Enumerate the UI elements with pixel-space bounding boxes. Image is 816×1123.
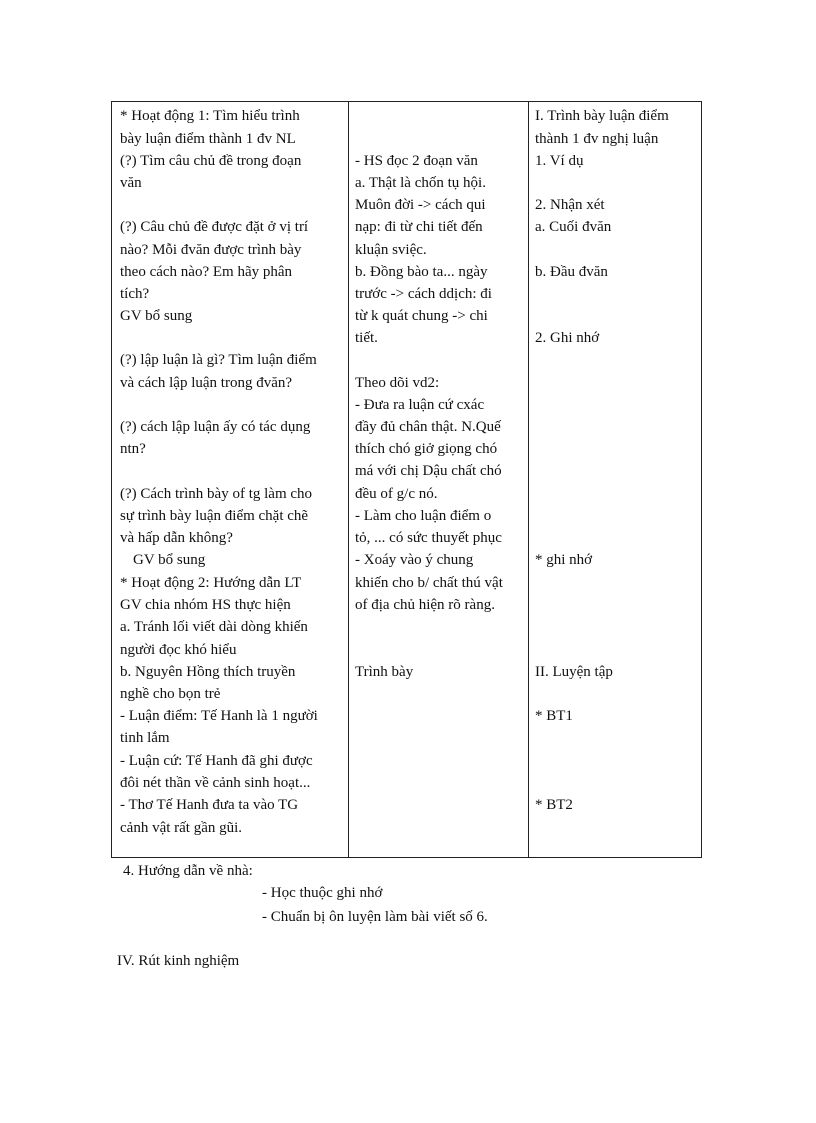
text-line: GV bổ sung: [120, 308, 193, 324]
text-line: từ k quát chung -> chi: [355, 308, 488, 324]
text-line: GV chia nhóm HS thực hiện: [120, 597, 291, 613]
text-line: khiến cho b/ chất thú vật: [355, 575, 503, 591]
text-line: văn: [120, 175, 142, 191]
text-line: II. Luyện tập: [535, 664, 613, 680]
text-line: theo cách nào? Em hãy phân: [120, 264, 293, 280]
text-line: nghề cho bọn trẻ: [120, 686, 221, 702]
text-line: (?) Câu chủ đề được đặt ở vị trí: [120, 219, 309, 235]
text-line: Muôn đời -> cách qui: [355, 197, 486, 213]
section-heading: IV. Rút kinh nghiệm: [117, 953, 240, 969]
text-line: - Luận điểm: Tế Hanh là 1 người: [120, 708, 318, 724]
content-column: [535, 102, 701, 857]
text-line: và cách lập luận trong đvăn?: [120, 375, 293, 391]
text-line: Theo dõi vd2:: [355, 375, 440, 391]
text-line: * BT1: [535, 708, 573, 724]
text-line: (?) Cách trình bày of tg làm cho: [120, 486, 313, 502]
text-line: * Hoạt động 2: Hướng dẫn LT: [120, 575, 302, 591]
text-line: kluận sviệc.: [355, 242, 427, 258]
text-line: đều of g/c nó.: [355, 486, 438, 502]
text-line: - Làm cho luận điểm o: [355, 508, 492, 524]
text-line: sự trình bày luận điểm chặt chẽ: [120, 508, 309, 524]
text-line: bày luận điểm thành 1 đv NL: [120, 131, 296, 147]
lesson-table: [111, 101, 702, 858]
text-line: - Luận cứ: Tế Hanh đã ghi được: [120, 753, 313, 769]
text-line: GV bổ sung: [133, 552, 206, 568]
text-line: tinh lắm: [120, 730, 170, 746]
text-line: thích chó giở giọng chó: [355, 441, 498, 457]
text-line: I. Trình bày luận điểm: [535, 108, 669, 124]
teacher-activities-column: [120, 102, 346, 857]
text-line: a. Thật là chốn tụ hội.: [355, 175, 486, 191]
text-line: - Xoáy vào ý chung: [355, 552, 474, 568]
text-line: má với chị Dậu chất chó: [355, 463, 502, 479]
text-line: - Thơ Tế Hanh đưa ta vào TG: [120, 797, 299, 813]
text-line: nào? Mỗi đvăn được trình bày: [120, 242, 302, 258]
text-line: nạp: đi từ chi tiết đến: [355, 219, 483, 235]
text-line: * Hoạt động 1: Tìm hiểu trình: [120, 108, 300, 124]
homework-heading: 4. Hướng dẫn về nhà:: [123, 863, 253, 879]
text-line: b. Đồng bào ta... ngày: [355, 264, 488, 280]
text-line: of địa chủ hiện rõ ràng.: [355, 597, 495, 613]
student-activities-column: [355, 102, 527, 857]
text-line: thành 1 đv nghị luận: [535, 131, 659, 147]
text-line: Trình bày: [355, 664, 414, 680]
text-line: đôi nét thần về cảnh sinh hoạt...: [120, 775, 311, 791]
text-line: ntn?: [120, 441, 146, 457]
homework-item: - Học thuộc ghi nhớ: [262, 885, 383, 901]
text-line: tỏ, ... có sức thuyết phục: [355, 530, 502, 546]
text-line: * ghi nhớ: [535, 552, 593, 568]
text-line: (?) lập luận là gì? Tìm luận điểm: [120, 352, 317, 368]
text-line: tiết.: [355, 330, 378, 346]
text-line: đầy đủ chân thật. N.Quế: [355, 419, 501, 435]
text-line: - HS đọc 2 đoạn văn: [355, 153, 478, 169]
text-line: và hấp dẫn không?: [120, 530, 233, 546]
text-line: (?) cách lập luận ấy có tác dụng: [120, 419, 311, 435]
column-divider: [348, 102, 349, 857]
text-line: người đọc khó hiểu: [120, 642, 237, 658]
homework-item: - Chuẩn bị ôn luyện làm bài viết số 6.: [262, 909, 488, 925]
text-line: a. Tránh lối viết dài dòng khiến: [120, 619, 308, 635]
text-line: b. Đầu đvăn: [535, 264, 608, 280]
text-line: b. Nguyên Hồng thích truyền: [120, 664, 296, 680]
text-line: (?) Tìm câu chủ đề trong đoạn: [120, 153, 302, 169]
text-line: 2. Nhận xét: [535, 197, 605, 213]
text-line: 2. Ghi nhớ: [535, 330, 600, 346]
text-line: trước -> cách ddịch: đi: [355, 286, 492, 302]
text-line: tích?: [120, 286, 150, 302]
text-line: - Đưa ra luận cứ cxác: [355, 397, 485, 413]
text-line: cảnh vật rất gần gũi.: [120, 820, 243, 836]
column-divider: [528, 102, 529, 857]
text-line: * BT2: [535, 797, 573, 813]
text-line: a. Cuối đvăn: [535, 219, 612, 235]
text-line: 1. Ví dụ: [535, 153, 584, 169]
